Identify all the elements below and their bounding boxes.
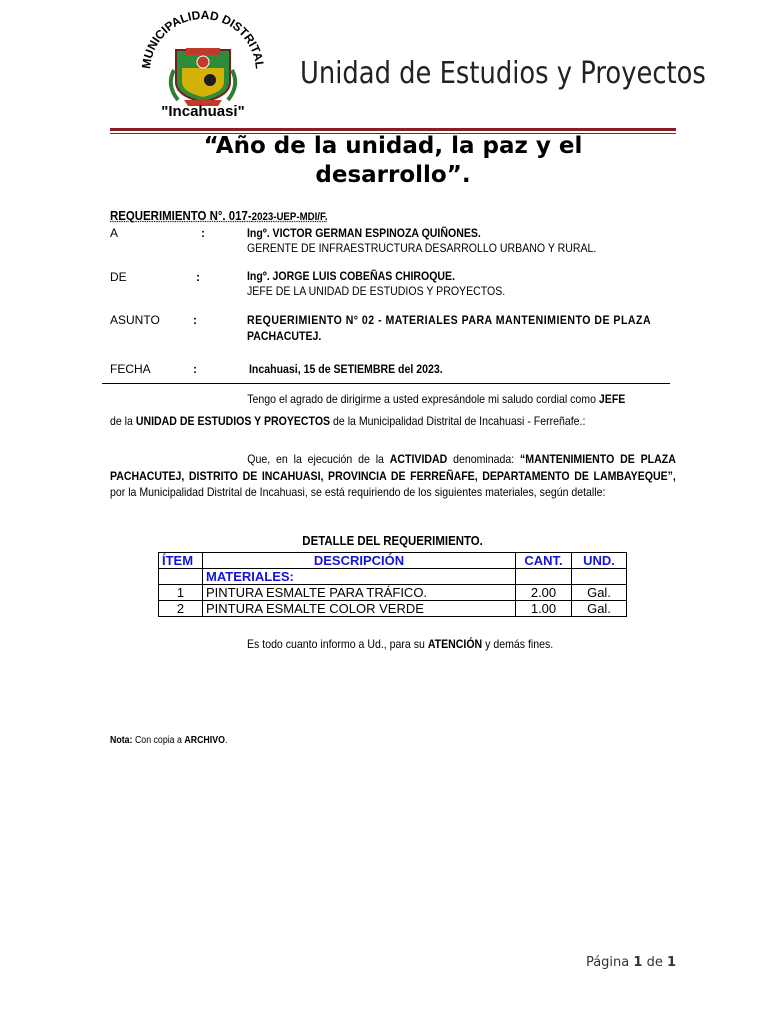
municipality-logo [138,10,268,120]
field-de-label: DE [110,270,127,284]
header-description: DESCRIPCIÓN [203,553,516,569]
field-a-colon: : [201,226,205,240]
field-de-colon: : [196,270,200,284]
table-section-row [159,569,627,585]
field-fecha-label: FECHA [110,362,151,376]
row-description: PINTURA ESMALTE COLOR VERDE [203,601,516,617]
table-row [159,601,627,617]
row-quantity: 1.00 [516,601,572,617]
materials-table [158,552,627,617]
header-divider [102,383,670,384]
field-a-name: Ingº. VICTOR GERMAN ESPINOZA QUIÑONES. [247,226,481,240]
header-rule-thick [110,128,676,131]
header-quantity: CANT. [516,553,572,569]
section-materiales: MATERIALES: [203,569,516,585]
logo-name: "Incahuasi" [161,103,245,120]
field-a-title: GERENTE DE INFRAESTRUCTURA DESARROLLO URBANO Y RURAL. [247,241,597,255]
paragraph-greeting: Tengo el agrado de dirigirme a usted expresándole mi saludo cordial como JEFE de la UNIDAD DE ESTUDIOS Y PROYECTOS de la Municipalidad Distrital de Incahuasi - Ferreñafe.: [110,392,626,428]
header-unit: UND. [572,553,627,569]
row-unit: Gal. [572,585,627,601]
detail-title: DETALLE DEL REQUERIMIENTO. [302,533,484,548]
page-number: Página 1 de 1 [585,955,676,970]
row-quantity: 2.00 [516,585,572,601]
year-motto: “Año de la unidad, la paz y el desarrollo”. [203,133,583,188]
field-de-name: Ingº. JORGE LUIS COBEÑAS CHIROQUE. [247,269,456,283]
unit-title: Unidad de Estudios y Proyectos [300,56,706,91]
field-a-label: A [110,226,119,240]
row-description: PINTURA ESMALTE PARA TRÁFICO. [203,585,516,601]
closing-line: Es todo cuanto informo a Ud., para su ATENCIÓN y demás fines. [247,637,554,651]
table-header-row [159,553,627,569]
row-item: 1 [159,585,203,601]
row-item: 2 [159,601,203,617]
field-fecha-colon: : [193,362,197,376]
row-unit: Gal. [572,601,627,617]
field-asunto-line2: PACHACUTEJ. [247,329,322,343]
field-asunto-line1: REQUERIMIENTO N° 02 - MATERIALES PARA MANTENIMIENTO DE PLAZA [247,313,652,327]
header-item: ÍTEM [159,553,203,569]
table-row [159,585,627,601]
nota-line: Nota: Con copia a ARCHIVO. [110,735,228,746]
field-fecha-value: Incahuasi, 15 de SETIEMBRE del 2023. [249,362,443,376]
field-de-title: JEFE DE LA UNIDAD DE ESTUDIOS Y PROYECTOS. [247,284,506,298]
logo-arc-text: MUNICIPALIDAD DISTRITAL [138,10,267,70]
paragraph-activity: Que, en la ejecución de la ACTIVIDAD denominada: “MANTENIMIENTO DE PLAZA PACHACUTEJ, DISTRITO DE INCAHUASI, PROVINCIA DE FERREÑAFE, DEPARTAMENTO DE LAMBAYEQUE”, por la Municipalidad Distrital de Incahuasi, se está requiriendo de los siguientes materiales, según detalle: [110,452,676,499]
field-asunto-colon: : [193,313,197,327]
requerimiento-number: REQUERIMIENTO N°. 017-2023-UEP-MDI/F. [110,208,328,223]
field-asunto-label: ASUNTO [110,313,160,327]
